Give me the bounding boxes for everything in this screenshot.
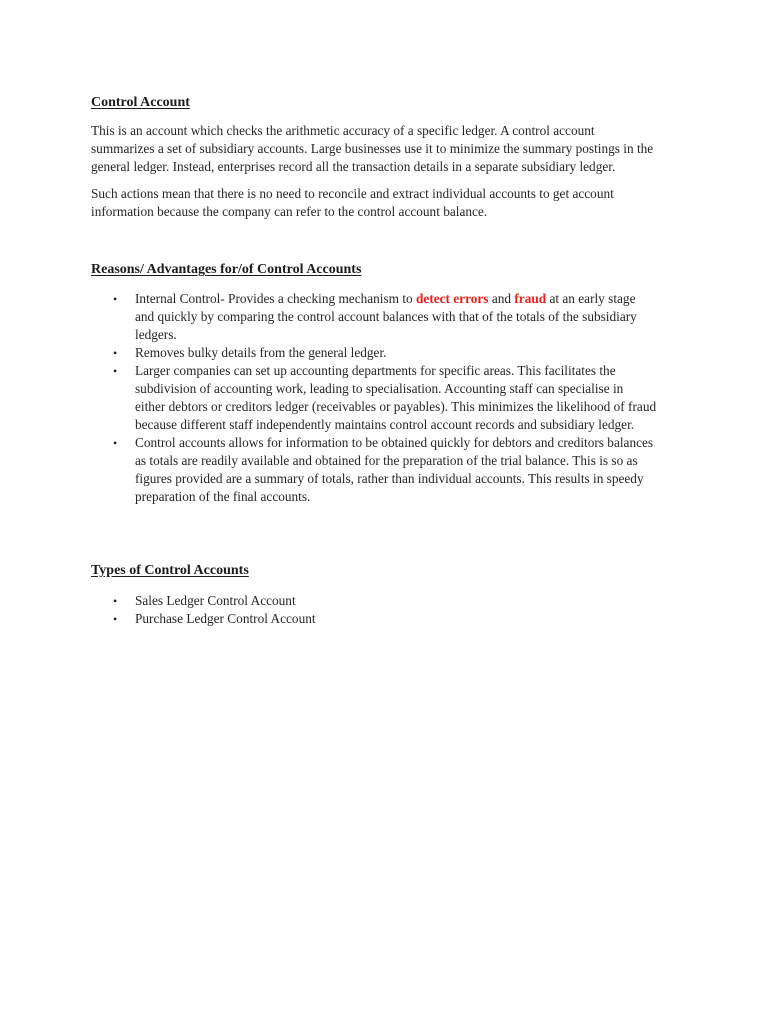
list-item-line: [135, 290, 695, 308]
highlight-fraud: fraud: [514, 291, 547, 306]
list-item: [0, 290, 768, 344]
list-item-line: ledgers.: [135, 327, 177, 342]
list-item: [0, 344, 768, 362]
list-item-line: Control accounts allows for information to be obtained quickly for debtors and creditors balances: [135, 435, 654, 450]
highlight-detect-errors: detect errors: [416, 291, 489, 306]
paragraph-line: general ledger. Instead, enterprises record all the transaction details in a separate subsidiary ledger.: [91, 159, 616, 174]
list-item-line: figures provided are a summary of totals, rather than individual accounts. This results in speedy: [135, 471, 644, 486]
bullet-icon: •: [113, 292, 118, 306]
paragraph-definition: [91, 122, 691, 176]
list-item-line: either debtors or creditors ledger (receivables or payables). This minimizes the likelihood of fraud: [135, 399, 657, 414]
list-item-line: because different staff independently maintains control account records and subsidiary ledger.: [135, 417, 635, 432]
advantages-list: [0, 290, 768, 506]
list-item: [0, 434, 768, 506]
heading-reasons-advantages: Reasons/ Advantages for/of Control Accounts: [91, 262, 362, 277]
heading-control-account: Control Account: [91, 95, 190, 110]
list-item-line: Sales Ledger Control Account: [135, 593, 296, 608]
list-item: [0, 592, 768, 610]
list-item-line: Larger companies can set up accounting departments for specific areas. This facilitates the: [135, 363, 616, 378]
bullet-icon: •: [113, 364, 118, 378]
paragraph-line: information because the company can refer to the control account balance.: [91, 204, 488, 219]
list-item-line: preparation of the final accounts.: [135, 489, 311, 504]
list-item-line: subdivision of accounting work, leading to specialisation. Accounting staff can specialise in: [135, 381, 624, 396]
list-item-text: Internal Control- Provides a checking mechanism to: [135, 291, 417, 306]
paragraph-line: Such actions mean that there is no need to reconcile and extract individual accounts to get account: [91, 186, 614, 201]
heading-types-of-control-accounts: Types of Control Accounts: [91, 563, 249, 578]
list-item-line: and quickly by comparing the control account balances with that of the totals of the subsidiary: [135, 309, 637, 324]
paragraph-line: This is an account which checks the arithmetic accuracy of a specific ledger. A control account: [91, 123, 595, 138]
bullet-icon: •: [113, 612, 118, 626]
list-item: [0, 610, 768, 628]
list-item-text: at an early stage: [546, 291, 636, 306]
paragraph-line: summarizes a set of subsidiary accounts. Large businesses use it to minimize the summary postings in the: [91, 141, 654, 156]
list-item-line: as totals are readily available and obtained for the preparation of the trial balance. This is so as: [135, 453, 638, 468]
list-item: [0, 362, 768, 434]
list-item-text: and: [488, 291, 515, 306]
bullet-icon: •: [113, 594, 118, 608]
types-list: [0, 592, 768, 628]
bullet-icon: •: [113, 436, 118, 450]
bullet-icon: •: [113, 346, 118, 360]
list-item-line: Purchase Ledger Control Account: [135, 611, 316, 626]
paragraph-reconcile: [91, 185, 691, 221]
list-item-line: Removes bulky details from the general ledger.: [135, 345, 387, 360]
